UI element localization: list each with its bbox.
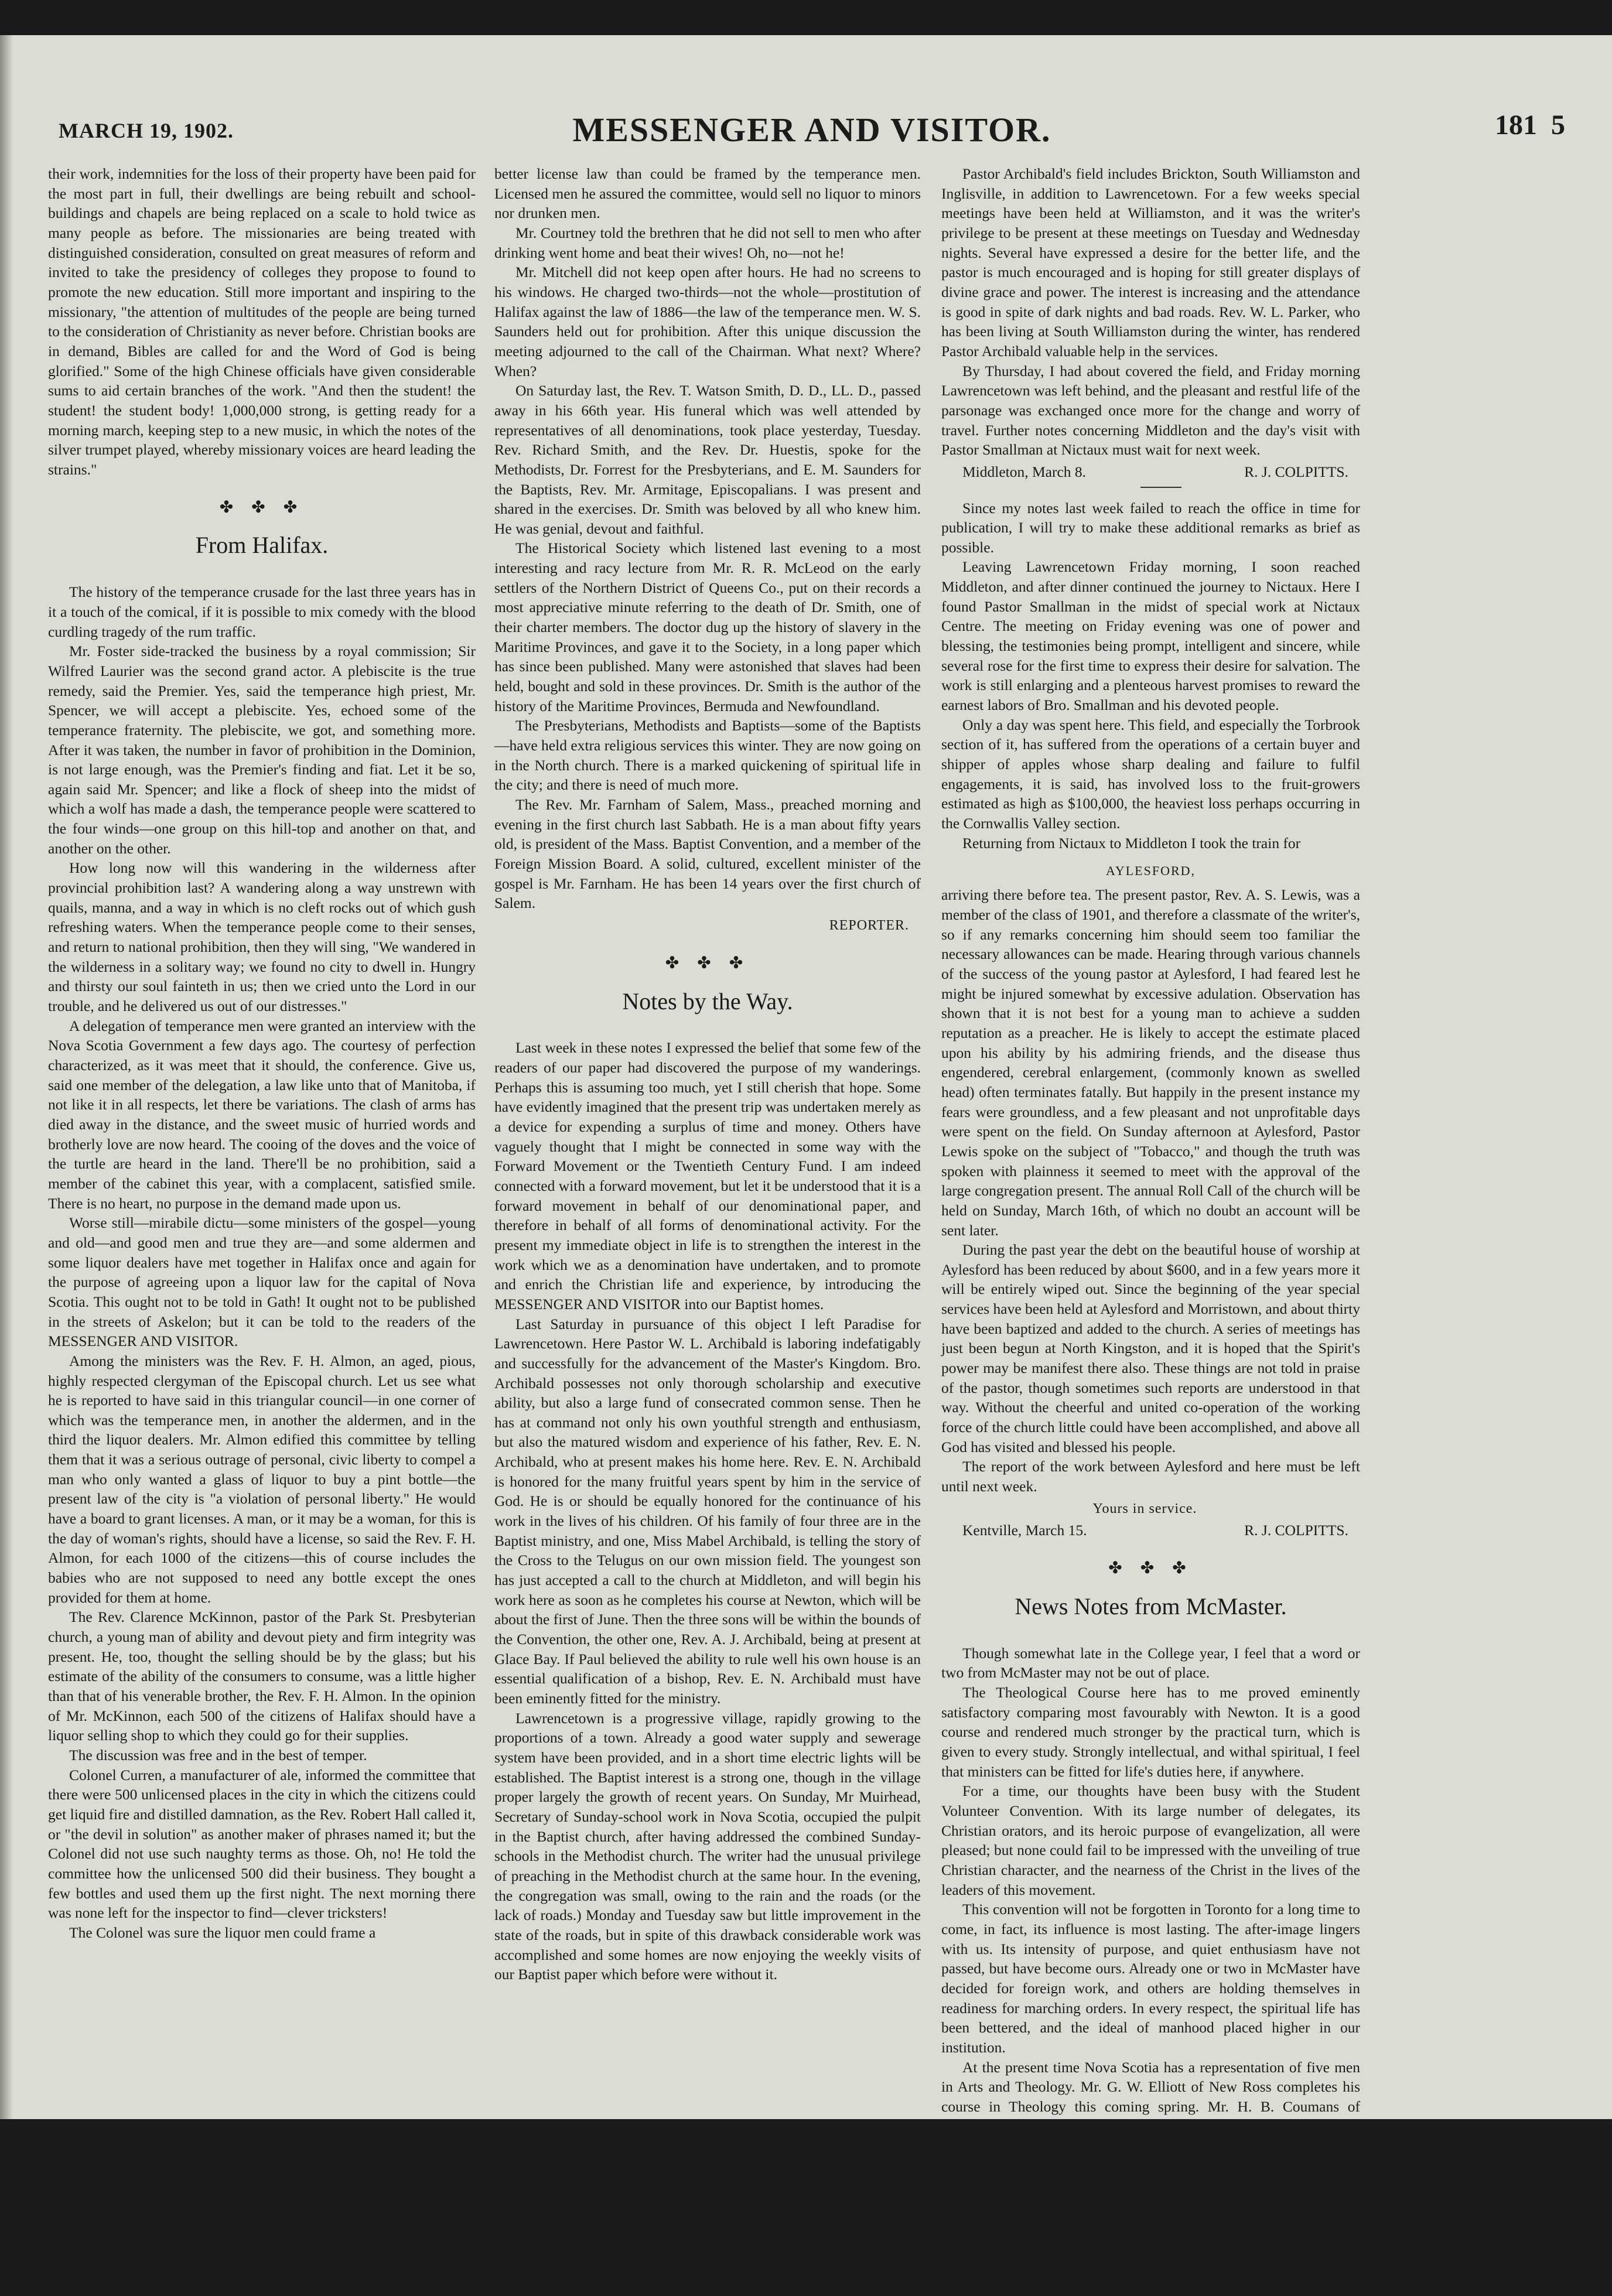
section-ornament: ✤ ✤ ✤ [665, 954, 750, 972]
paragraph: The Colonel was sure the liquor men could frame a [69, 1923, 376, 1941]
closing: Yours in service. [1092, 1501, 1197, 1516]
signature: R. J. COLPITTS. [1244, 1522, 1348, 1539]
heading-news-notes-mcmaster: News Notes from McMaster. [1015, 1593, 1287, 1620]
continued-paragraph: their work, indemnities for the loss of their property have been paid for the most part in full, their dwellings are being rebuilt and school-buildings and chapels are being replaced on a scale to hold twice as many people as before. The missionaries are being treated with distinguished consideration, consulted on great measures of reform and invited to take the presidency of colleges they propose to found to promote the new education. Still more important and inspiring to the missionary, "the attention of multitudes of the people are being turned to the consideration of Christianity as never before. Christian books are in demand, Bibles are called for and the Word of God is being glorified." Some of the high Chinese officials have given considerable sums to aid certain branches of the work. "And then the student! the student! the student body! 1,000,000 strong, is getting ready for a morning march, keeping step to a new music, in which the notes of the silver trumpet played, whereby missionary voices are heard leading the strains." [48, 165, 476, 478]
paragraph: Among the ministers was the Rev. F. H. Almon, an aged, pious, highly respected clergyman of the Episcopal church. Let us see what he is reported to have said in this triangular council—in one corner of which was the temperance men, in another the aldermen, and in the third the liquor dealers. Mr. Almon edified this committee by telling them that it was a serious outrage of personal, civic liberty to compel a man who only wanted a glass of liquor to buy a pint bottle—the present law of the city is "a violation of personal liberty." He would have a board to grant licenses. A man, or it may be a woman, for this is the day of woman's rights, should have a license, so said the Rev. F. H. Almon, for each 1000 of the citizens—this of course includes the babies who are not supposed to need any bottle except the ones provided for them at home. [48, 1352, 476, 1606]
divider [1140, 487, 1181, 488]
paragraph: better license law than could be framed by the temperance men. Licensed men he assured the committee, would sell no liquor to minors nor drunken men. [494, 165, 921, 222]
paragraph: The Rev. Clarence McKinnon, pastor of the Park St. Presbyterian church, a young man of ability and devout piety and firm integrity was present. He, too, thought the selling should be by the glass; but his estimate of the ability of the consumers to consume, was a little higher than that of his venerable brother, the Rev. F. H. Almon. In the opinion of Mr. McKinnon, each 500 of the citizens of Halifax should have a liquor selling shop to which they could go for their supplies. [48, 1608, 476, 1744]
issue-date: MARCH 19, 1902. [59, 119, 234, 142]
column-2 [494, 164, 921, 2068]
article-columns [42, 164, 1600, 2295]
paragraph: Mr. Foster side-tracked the business by a royal commission; Sir Wilfred Laurier was the second grand actor. A plebiscite is the true remedy, said the Premier. Yes, said the temperance high priest, Mr. Spencer, we will accept a plebiscite. Yes, echoed some of the temperance fraternity. The plebiscite, we got, and something more. After it was taken, the number in favor of prohibition in the Dominion, is not large enough, was the Premier's finding and fiat. Let it be so, again said Mr. Spencer; and like a flock of sheep into the midst of which a wolf has made a dash, the temperance people were scattered to the four winds—one group on this hill-top and another on that, and another on the other. [48, 643, 476, 857]
paragraph: The Rev. Mr. Farnham of Salem, Mass., preached morning and evening in the first church last Sabbath. He is a man about fifty years old, is president of the Mass. Baptist Convention, and a member of the Foreign Mission Board. A solid, cultured, excellent minister of the gospel is Mr. Farnham. He has been 14 years over the first church of Salem. [494, 796, 921, 912]
subheading-aylesford: AYLESFORD, [1105, 863, 1196, 879]
signature: H. L. KEMPTON. [1236, 2259, 1348, 2275]
paragraph: The Historical Society which listened last evening to a most interesting and racy lecture from Mr. R. R. McLeod on the early settlers of the Northern District of Queens Co., put on their records a most appreciative minute referring to the death of Dr. Smith, one of their charter members. The doctor dug up the history of slavery in the Maritime Provinces, and gave it to the Society, in a long paper which has since been published. Many were astonished that slaves had been held, bought and sold in these provinces. Dr. Smith is the author of the history of the Maritime Provinces, Bermuda and Newfoundland. [494, 539, 921, 715]
dateline: Middleton, March 8. [962, 463, 1087, 480]
column-3 [941, 164, 1361, 2295]
paragraph: This convention will not be forgotten in Toronto for a long time to come, in fact, its influence is most lasting. The after-image lingers with us. Its intensity of purpose, and quiet enthusiasm have not passed, but have become ours. Already one or two in McMaster have decided for foreign work, and others are holding themselves in readiness for marching orders. In every respect, the spiritual life has been bettered, and the ideal of manhood placed higher in our institution. [941, 1901, 1360, 2056]
paragraph: On Saturday last, the Rev. T. Watson Smith, D. D., LL. D., passed away in his 66th year. His funeral which was well attended by representatives of all denominations, took place yesterday, Tuesday. Rev. Richard Smith, and the Rev. Dr. Huestis, spoke for the Methodists, Dr. Forrest for the Presbyterians, and E. M. Saunders for the Baptists, Rev. Mr. Armitage, Episcopalians. I was present and shared in the exercises. Dr. Smith was beloved by all who knew him. He was genial, devout and faithful. [494, 382, 921, 537]
paragraph: Lawrencetown is a progressive village, rapidly growing to the proportions of a town. Already a good water supply and sewerage system have been provided, and in a short time electric lights will be established. The Baptist interest is a strong one, though in the village proper largely the growth of recent years. On Sunday, Mr Muirhead, Secretary of Sunday-school work in Nova Scotia, occupied the pulpit in the Baptist church, after having addressed the combined Sunday-schools in the Methodist church. The writer had the unusual privilege of preaching in the Methodist church at the same hour. In the evening, the congregation was small, owing to the rain and the roads (or the lack of roads.) Monday and Tuesday saw but little improvement in the state of the roads, but in spite of this drawback considerable work was accomplished and some homes are now enjoying the weekly visits of our Baptist paper which before were without it. [494, 1709, 921, 1983]
paragraph: The discussion was free and in the best of temper. [69, 1746, 367, 1764]
paragraph: Returning from Nictaux to Middleton I took the train for [962, 834, 1301, 852]
paragraph: The Theological Course here has to me proved eminently satisfactory comparing most favourably with Newton. It is a good course and rendered much stronger by the practical turn, which is given to every study. Strongly intellectual, and withal spiritual, I feel that ministers can be fitted for life's duties here, if anywhere. [941, 1684, 1360, 1780]
paragraph: By Thursday, I had about covered the field, and Friday morning Lawrencetown was left behind, and the pleasant and restful life of the parsonage was exchanged once more for the change and worry of travel. Further notes concerning Middleton and the day's visit with Pastor Smallman at Nictaux must wait for next week. [941, 362, 1360, 459]
paragraph: The Presbyterians, Methodists and Baptists—some of the Baptists—have held extra religious services this winter. They are now going on in the North church. There is a marked quickening of spiritual life in the city; and there is need of much more. [494, 717, 921, 794]
paragraph: How long now will this wandering in the wilderness after provincial prohibition last? A wandering along a way unstrewn with quails, manna, and a way in which is no cleft rocks out of which gush refreshing waters. When the temperance people come to their senses, and return to national prohibition, then they will sing, "We wandered in the wilderness in a solitary way; we found no city to dwell in. Hungry and thirsty our soul fainteth in us; then we cried unto the Lord in our trouble, and he delivered us out of our distresses." [48, 859, 476, 1015]
paragraph: At the present time Nova Scotia has a representation of five men in Arts and Theology. Mr. G. W. Elliott of New Ross completes his course in Theology this coming spring. Mr. H. B. Coumans of Lockeport will graduate in Arts in May of this year. Mr. G. S. Johnson of Truro, and Mr. Cyrus S. Eaton of Pugwash are in the Freshman year in Arts. The deplorable accident which has hindered Mr. Leonard of "Acadia" from returning to his school, has awakened the sympathies of all McMaster men, and "Acadia" may be assured of his good treatment, in so far as it lies in the power of McMaster. It is good to know he is improving. [941, 2058, 1360, 2253]
section-ornament: ✤ ✤ ✤ [219, 498, 305, 517]
paragraph: Last week in these notes I expressed the belief that some few of the readers of our paper had discovered the purpose of my wanderings. Perhaps this is assuming too much, yet I still cherish that hope. Some have evidently imagined that the present trip was undertaken merely as a device for expending a surplus of time and money. Others have vaguely thought that I might be connected in some way with the Forward Movement or the Twentieth Century Fund. I am indeed connected with a forward movement, but let it be understood that it is a forward movement in behalf of our denominational paper, and therefore in behalf of all forms of denominational activity. For the present my immediate object in life is to strengthen the interest in the work which we as a denomination have undertaken, and to promote and enrich the Christian life and experience, by introducing the MESSENGER AND VISITOR into our Baptist homes. [494, 1039, 921, 1313]
dateline-signature [941, 462, 1360, 482]
masthead-title: MESSENGER AND VISITOR. [572, 111, 1051, 149]
paragraph: Pastor Archibald's field includes Brickton, South Williamston and Inglisville, in addition to Lawrencetown. For a few weeks special meetings have been held at Williamston, and it was the writer's privilege to be present at these meetings on Tuesday and Wednesday nights. Several have expressed a desire for the better life, and the pastor is much encouraged and is hoping for still greater displays of divine grace and power. The interest is increasing and the attendance is good in spite of dark nights and bad roads. Rev. W. L. Parker, who has been living at South Williamston during the winter, has rendered Pastor Archibald valuable help in the services. [941, 165, 1360, 360]
dateline-signature [941, 1521, 1360, 1540]
paragraph: Colonel Curren, a manufacturer of ale, informed the committee that there were 500 unlicensed places in the city in which the citizens could get liquid fire and distilled damnation, as the Rev. Robert Hall called it, or "the devil in solution" as another maker of phrases named it; but the Colonel did not use such naughty terms as those. Oh, no! He told the committee how the unlicensed 500 did their business. They bought a few bottles and used them up the first night. The next morning there was none left for the inspector to find—clever tricksters! [48, 1766, 476, 1922]
dateline: Toronto, Feb. 10. [941, 2277, 1044, 2295]
page-number: 181 5 [1495, 110, 1565, 141]
paragraph: A delegation of temperance men were granted an interview with the Nova Scotia Government a few days ago. The courtesy of perfection characterized, as it was meet that it should, the conference. Give us, said one member of the delegation, a law like unto that of Manitoba, if not like it in all respects, let there be variations. The clash of arms has died away in the distance, and the sweet music of hurried words and brotherly love are now heard. The cooing of the doves and the voice of the turtle are heard in the land. There'll be no prohibition, said a member of the cabinet this year, with a complacent, satisfied smile. There is no heart, no purpose in the demand made upon us. [48, 1017, 476, 1212]
paragraph: Last Saturday in pursuance of this object I left Paradise for Lawrencetown. Here Pastor W. L. Archibald is laboring indefatigably and successfully for the advancement of the Master's Kingdom. Bro. Archibald possesses not only thorough scholarship and executive ability, but also a large fund of consecrated common sense. Then he has at command not only his own youthful strength and enthusiasm, but also the matured wisdom and experience of his father, Rev. E. N. Archibald, who at present makes his home here. Rev. E. N. Archibald is honored for the many fruitful years spent by him in the service of God. He is or should be equally honored for the continuance of his work in the lives of his children. Of his family of four three are in the Baptist ministry, and one, Miss Mabel Archibald, is telling the story of the Cross to the Telugus on our own mission field. The youngest son has just accepted a call to the church at Middleton, and will begin his work here as soon as he completes his course at Newton, which will be about the first of June. Then the three sons will be within the bounds of the Convention, the other one, Rev. A. J. Archibald, being at present at Glace Bay. If Paul believed the ability to rule well his own house is an essential qualification of a bishop, Rev. E. N. Archibald must have been eminently fitted for the ministry. [494, 1315, 921, 1707]
column-1 [48, 164, 476, 2068]
page-header [41, 76, 1583, 149]
dateline: Kentville, March 15. [962, 1522, 1087, 1539]
paragraph: Though somewhat late in the College year, I feel that a word or two from McMaster may not be out of place. [941, 1644, 1360, 1682]
paragraph: During the past year the debt on the beautiful house of worship at Aylesford has been reduced by about $600, and in a few years more it will be entirely wiped out. Since the beginning of the year special services have been held at Aylesford and Morristown, and about thirty have been baptized and added to the church. A series of meetings has just been begun at North Kingston, and it is hoped that the Spirit's power may be manifest there also. These things are not told in praise of the pastor, though sometimes such reports are understood in that way. Without the cheerful and united co-operation of the working force of the church little could have been accomplished, and above all God has visited and blessed his people. [941, 1241, 1361, 1456]
paragraph: arriving there before tea. The present pastor, Rev. A. S. Lewis, was a member of the class of 1901, and therefore a classmate of the writer's, so if any remarks concerning him should seem too familiar the necessary allowances can be made. Hearing through various channels of the success of the young pastor at Aylesford, I had feared lest he might be injured somewhat by excessive adulation. Observation has shown that it is not best for a young man to achieve a sudden reputation as a preacher. He is likely to accept the estimate placed upon his ability by his admiring friends, and the disease thus engendered, cerebral enlargement, (commonly known as swelled head) often terminates fatally. But happily in the present instance my fears were groundless, and a few pleasant and not unprofitable days were spent on the field. On Sunday afternoon at Aylesford, Pastor Lewis spoke on the subject of "Tobacco," and though the truth was spoken with plainness it seemed to meet with the approval of the large congregation present. The annual Roll Call of the church will be held on Sunday, March 16th, of which no doubt an account will be sent later. [941, 886, 1360, 1239]
paragraph: Only a day was spent here. This field, and especially the Torbrook section of it, has suffered from the operations of a certain buyer and shipper of apples whose sharp dealing and failure to fulfil engagements, it is said, has involved loss to the fruit-growers estimated as high as $100,000, the heaviest loss perhaps occurring in the Cornwallis Valley section. [941, 716, 1360, 832]
paragraph: Mr. Courtney told the brethren that he did not sell to men who after drinking went home and beat their wives! Oh, no—not he! [494, 224, 921, 261]
reporter-signature: REPORTER. [829, 917, 909, 933]
paragraph: Worse still—mirabile dictu—some ministers of the gospel—young and old—and good men and true they are—and some aldermen and some liquor dealers have met together in Halifax once and again for the purpose of agreeing upon a liquor law for the capital of Nova Scotia. This ought not to be told in Gath! It ought not to be published in the streets of Askelon; but it can be told to the readers of the MESSENGER AND VISITOR. [48, 1214, 476, 1350]
paragraph: Mr. Mitchell did not keep open after hours. He had no screens to his windows. He charged two-thirds—not the whole—prostitution of Halifax against the law of 1886—the law of the temperance men. W. S. Saunders held out for prohibition. After this unique discussion the meeting adjourned to the call of the Chairman. What next? Where? When? [494, 264, 921, 380]
signature: R. J. COLPITTS. [1244, 463, 1348, 480]
paragraph: The history of the temperance crusade for the last three years has in it a touch of the comical, if it is possible to mix comedy with the blood curdling tragedy of the rum traffic. [48, 583, 476, 640]
paragraph: Leaving Lawrencetown Friday morning, I soon reached Middleton, and after dinner continued the journey to Nictaux. Here I found Pastor Smallman in the midst of special work at Nictaux Centre. The meeting on Friday evening was one of power and blessing, the testimonies being prompt, intelligent and sincere, while several rose for the first time to express their desire for salvation. The work is still enlarging and a plenteous harvest promises to reward the earnest labors of Bro. Smallman and his devoted people. [941, 558, 1360, 714]
heading-notes-by-the-way: Notes by the Way. [622, 988, 793, 1014]
section-ornament: ✤ ✤ ✤ [1108, 1559, 1193, 1578]
paragraph: Since my notes last week failed to reach the office in time for publication, I will try to make these additional remarks as brief as possible. [941, 499, 1360, 556]
heading-from-halifax: From Halifax. [195, 532, 329, 559]
paragraph: The report of the work between Aylesford and here must be left until next week. [941, 1458, 1360, 1495]
paragraph: For a time, our thoughts have been busy with the Student Volunteer Convention. With its large number of delegates, its Christian orators, and its heroic purpose of evangelization, all were pleased; but none could fail to be impressed with the unveiling of true Christian character, and the nearness of the Christ in the lives of the leaders of this movement. [941, 1782, 1360, 1898]
